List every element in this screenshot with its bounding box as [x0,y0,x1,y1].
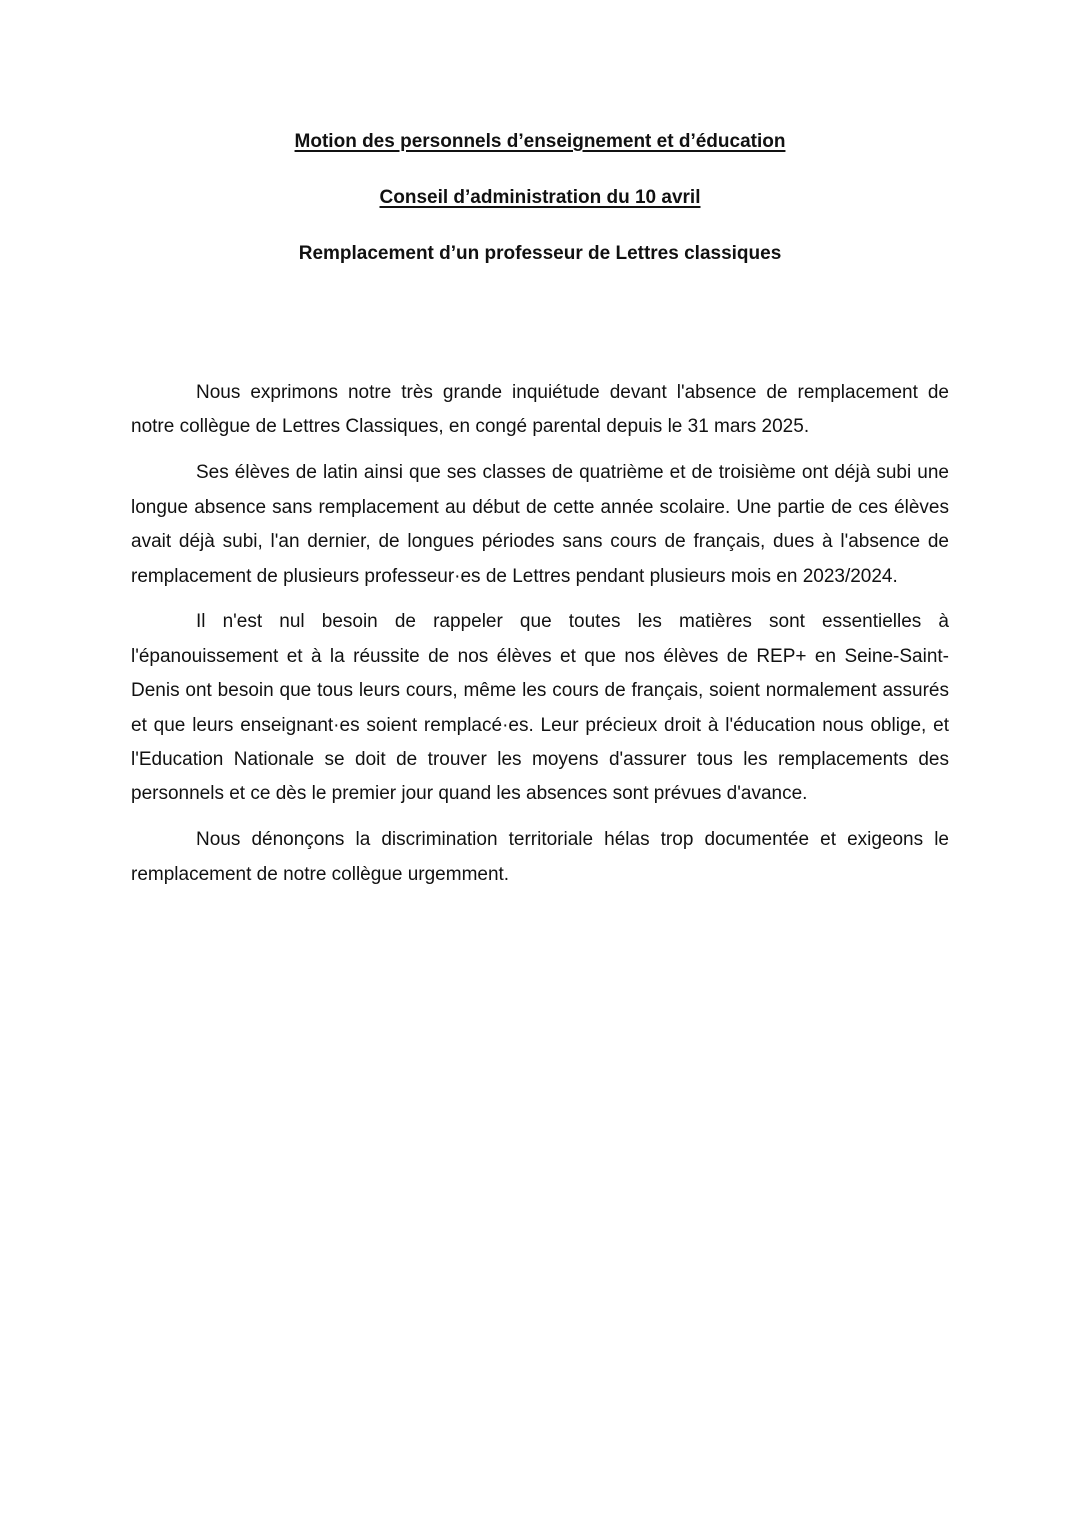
document-subtitle: Conseil d’administration du 10 avril [379,187,701,208]
paragraph-2: Ses élèves de latin ainsi que ses classes de quatrième et de troisième ont déjà subi une longue absence sans remplacement au début de cette année scolaire. Une partie de ces élèves avait déjà subi, l'an dernier, de longues périodes sans cours de français, dues à l'absence de remplacement de plusieurs professeur·es de Lettres pendant plusieurs mois en 2023/2024. [131,462,949,587]
document-subject: Remplacement d’un professeur de Lettres classiques [298,243,782,264]
paragraph-3: Il n'est nul besoin de rappeler que toutes les matières sont essentielles à l'épanouissement et à la réussite de nos élèves et que nos élèves de REP+ en Seine-Saint-Denis ont besoin que tous leurs cours, même les cours de français, soient normalement assurés et que leurs enseignant·es soient remplacé·es. Leur précieux droit à l'éducation nous oblige, et l'Education Nationale se doit de trouver les moyens d'assurer tous les remplacements des personnels et ce dès le premier jour quand les absences sont prévues d'avance. [131,611,949,805]
paragraph-4: Nous dénonçons la discrimination territoriale hélas trop documentée et exigeons le remplacement de notre collègue urgemment. [131,829,949,885]
paragraph-1: Nous exprimons notre très grande inquiétude devant l'absence de remplacement de notre collègue de Lettres Classiques, en congé parental depuis le 31 mars 2025. [131,382,949,438]
document-title: Motion des personnels d’enseignement et d’éducation [294,131,786,152]
document-body [131,376,949,904]
